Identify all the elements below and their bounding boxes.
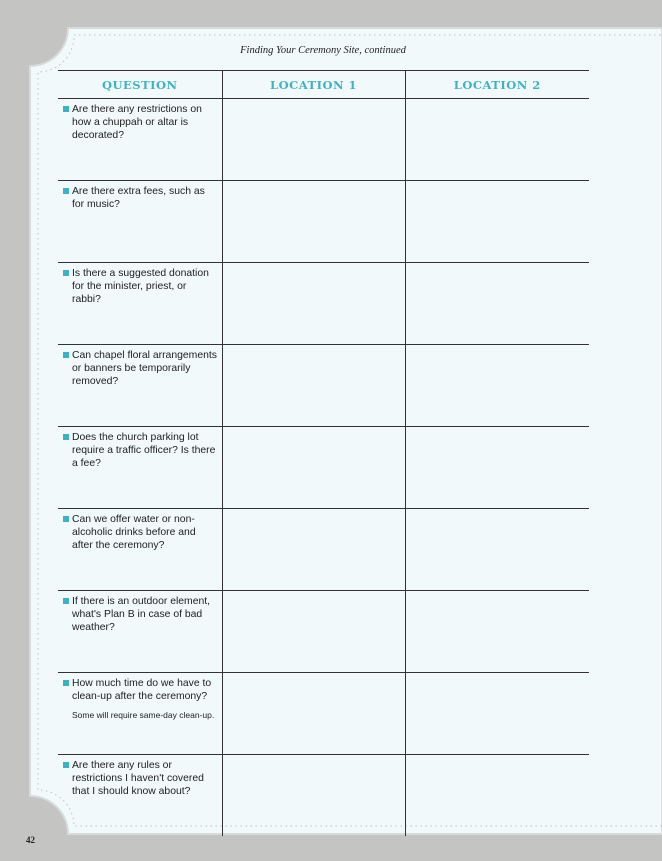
page-number: 42	[26, 835, 35, 845]
question-cell	[58, 673, 222, 755]
question-cell	[58, 345, 222, 427]
square-bullet-icon	[63, 188, 69, 194]
question-note: Some will require same-day clean-up.	[72, 710, 215, 720]
question-item	[63, 595, 218, 634]
table-row	[58, 673, 589, 755]
question-item	[63, 431, 218, 470]
question-text: How much time do we have to clean-up after the ceremony?	[72, 678, 212, 702]
square-bullet-icon	[63, 598, 69, 604]
location-2-cell[interactable]	[405, 673, 589, 755]
location-2-cell[interactable]	[405, 755, 589, 837]
location-2-cell[interactable]	[405, 99, 589, 181]
location-1-cell[interactable]	[222, 755, 405, 837]
question-cell	[58, 263, 222, 345]
location-1-cell[interactable]	[222, 427, 405, 509]
question-text: Can chapel floral arrangements or banners be temporarily removed?	[72, 350, 217, 387]
ceremony-site-table	[58, 70, 589, 836]
location-2-cell[interactable]	[405, 263, 589, 345]
location-1-cell[interactable]	[222, 591, 405, 673]
page-title: Finding Your Ceremony Site, continued	[240, 45, 406, 56]
square-bullet-icon	[63, 762, 69, 768]
location-2-cell[interactable]	[405, 591, 589, 673]
location-1-cell[interactable]	[222, 99, 405, 181]
question-cell	[58, 181, 222, 263]
question-item	[63, 759, 218, 798]
question-cell	[58, 591, 222, 673]
square-bullet-icon	[63, 106, 69, 112]
location-1-cell[interactable]	[222, 509, 405, 591]
location-2-cell[interactable]	[405, 181, 589, 263]
header-location-2: LOCATION 2	[405, 71, 589, 99]
location-1-cell[interactable]	[222, 181, 405, 263]
question-text: Does the church parking lot require a traffic officer? Is there a fee?	[72, 432, 216, 469]
location-2-cell[interactable]	[405, 509, 589, 591]
header-location-1: LOCATION 1	[222, 71, 405, 99]
table-row	[58, 263, 589, 345]
location-1-cell[interactable]	[222, 263, 405, 345]
square-bullet-icon	[63, 434, 69, 440]
question-item	[63, 513, 218, 552]
question-text: Can we offer water or non-alcoholic drinks before and after the ceremony?	[72, 514, 196, 551]
table-row	[58, 181, 589, 263]
question-item	[63, 677, 218, 721]
location-1-cell[interactable]	[222, 345, 405, 427]
table-row	[58, 99, 589, 181]
question-text: Are there extra fees, such as for music?	[72, 186, 205, 210]
question-item	[63, 349, 218, 388]
question-text: Are there any restrictions on how a chuppah or altar is decorated?	[72, 104, 202, 141]
question-text: Is there a suggested donation for the minister, priest, or rabbi?	[72, 268, 209, 305]
square-bullet-icon	[63, 352, 69, 358]
location-1-cell[interactable]	[222, 673, 405, 755]
question-item	[63, 267, 218, 306]
table-row	[58, 427, 589, 509]
table-row	[58, 591, 589, 673]
square-bullet-icon	[63, 680, 69, 686]
square-bullet-icon	[63, 270, 69, 276]
question-cell	[58, 755, 222, 837]
question-cell	[58, 509, 222, 591]
question-item	[63, 103, 218, 142]
table-row	[58, 345, 589, 427]
question-cell	[58, 427, 222, 509]
table-row	[58, 755, 589, 837]
header-question: QUESTION	[58, 71, 222, 99]
location-2-cell[interactable]	[405, 345, 589, 427]
question-text: Are there any rules or restrictions I haven't covered that I should know about?	[72, 760, 204, 797]
location-2-cell[interactable]	[405, 427, 589, 509]
question-item	[63, 185, 218, 211]
table-row	[58, 509, 589, 591]
table-header-row	[58, 71, 589, 99]
question-cell	[58, 99, 222, 181]
question-text: If there is an outdoor element, what's Plan B in case of bad weather?	[72, 596, 211, 633]
square-bullet-icon	[63, 516, 69, 522]
